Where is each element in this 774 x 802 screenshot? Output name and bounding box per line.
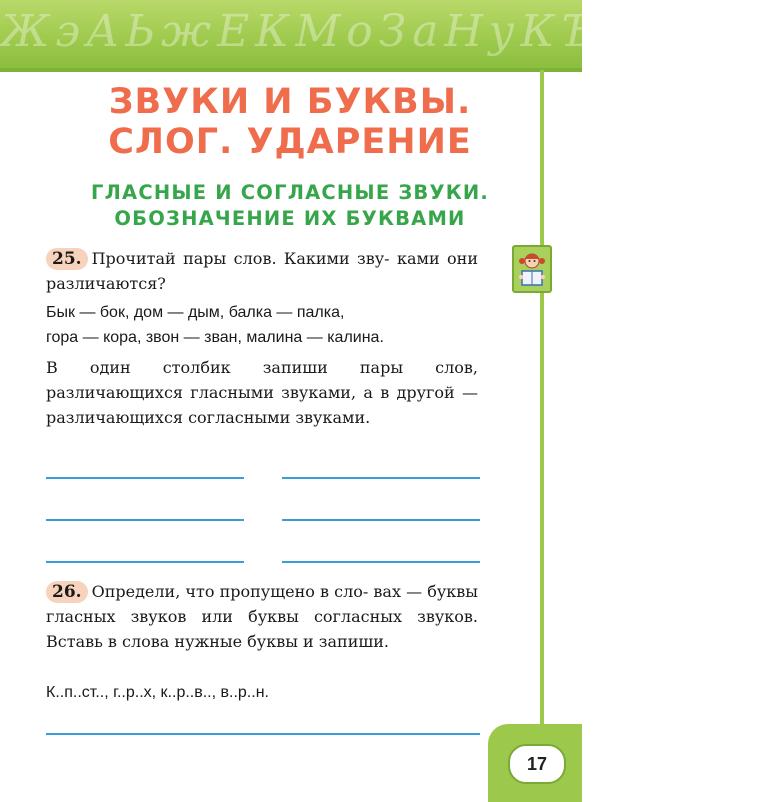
exercise-25-words-line-1: Бык — бок, дом — дым, балка — палка,	[46, 304, 345, 321]
exercise-25-instruction: В один столбик запиши пары слов, различающихся гласными звуками, а в другой — различающихся согласными звуками.	[46, 358, 478, 427]
child-reading-icon-svg	[514, 247, 550, 291]
answer-line-right-1[interactable]	[282, 477, 480, 479]
answer-line-left-3[interactable]	[46, 561, 244, 563]
exercise-25-task	[46, 246, 478, 296]
answer-line-left-1[interactable]	[46, 477, 244, 479]
page-title	[40, 82, 540, 162]
subtitle-line-2: ОБОЗНАЧЕНИЕ ИХ БУКВАМИ	[114, 207, 466, 230]
answer-line-left-2[interactable]	[46, 519, 244, 521]
exercise-25-task-text: Прочитай пары слов. Какими зву- ками они различаются?	[46, 249, 478, 293]
exercise-26-task	[46, 579, 478, 654]
exercise-25-words	[46, 300, 478, 350]
exercise-25-number: 25.	[46, 248, 88, 270]
answer-line-exercise-26[interactable]	[46, 733, 480, 735]
subtitle-line-1: ГЛАСНЫЕ И СОГЛАСНЫЕ ЗВУКИ.	[91, 181, 489, 204]
header-decoration: ЖэАЬжЕКМоЗаНуКЪЖзАт	[0, 6, 774, 57]
title-line-2: СЛОГ. УДАРЕНИЕ	[108, 122, 472, 162]
answer-line-right-2[interactable]	[282, 519, 480, 521]
exercise-26-task-text: Определи, что пропущено в сло- вах — буквы гласных звуков или буквы согласных звуков. Вставь в слова нужные буквы и запиши.	[46, 582, 478, 651]
title-line-1: ЗВУКИ И БУКВЫ.	[108, 82, 472, 122]
header-band	[0, 0, 774, 70]
exercise-26-number: 26.	[46, 581, 88, 603]
header-edge	[0, 68, 582, 72]
answer-line-right-3[interactable]	[282, 561, 480, 563]
page-number: 17	[508, 744, 566, 784]
exercise-25-words-line-2: гора — кора, звон — зван, малина — калина.	[46, 329, 384, 346]
child-reading-icon	[512, 245, 552, 293]
section-subtitle	[40, 180, 540, 232]
side-rule	[540, 70, 544, 742]
exercise-26-words: К..п..ст.., г..р..х, к..р..в.., в..р..н.	[46, 684, 269, 701]
